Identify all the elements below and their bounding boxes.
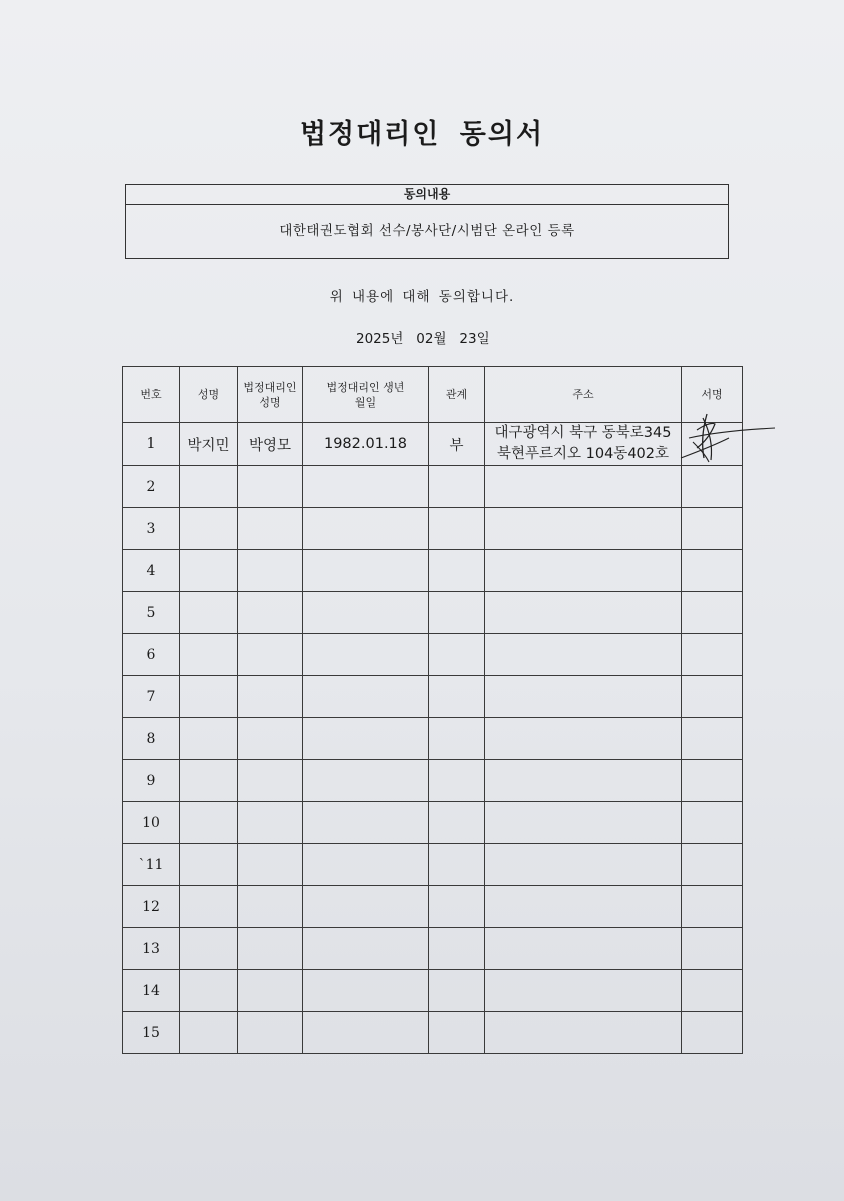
empty-cell (429, 508, 485, 550)
empty-cell (303, 844, 429, 886)
empty-cell (303, 508, 429, 550)
table-row (123, 508, 743, 550)
empty-cell (682, 970, 743, 1012)
table-row (123, 592, 743, 634)
date-month: 02월 (416, 331, 447, 347)
header-address: 주소 (485, 367, 682, 423)
empty-cell (180, 466, 238, 508)
empty-cell (238, 760, 303, 802)
row-guardian-birth: 1982.01.18 (303, 423, 429, 466)
row-number: 6 (123, 634, 180, 676)
empty-cell (180, 886, 238, 928)
empty-cell (180, 718, 238, 760)
agreement-statement: 위 내용에 대해 동의합니다. (329, 289, 515, 305)
row-relation: 부 (429, 423, 485, 466)
row-number: 13 (123, 928, 180, 970)
table-row (123, 760, 743, 802)
empty-cell (682, 634, 743, 676)
empty-cell (238, 886, 303, 928)
table-row (123, 844, 743, 886)
empty-cell (180, 676, 238, 718)
row-number: `11 (123, 844, 180, 886)
empty-cell (180, 508, 238, 550)
empty-cell (303, 802, 429, 844)
header-signature: 서명 (682, 367, 743, 423)
empty-cell (429, 676, 485, 718)
empty-cell (180, 1012, 238, 1054)
row-guardian-name: 박영모 (238, 423, 303, 466)
empty-cell (429, 802, 485, 844)
address-line-2: 북현푸르지오 104동402호 (496, 446, 670, 462)
empty-cell (429, 928, 485, 970)
empty-cell (303, 634, 429, 676)
empty-cell (303, 592, 429, 634)
table-row (123, 676, 743, 718)
empty-cell (180, 802, 238, 844)
header-number: 번호 (123, 367, 180, 423)
empty-cell (485, 466, 682, 508)
row-number: 10 (123, 802, 180, 844)
empty-cell (682, 550, 743, 592)
table-row (123, 634, 743, 676)
empty-cell (303, 886, 429, 928)
empty-cell (485, 508, 682, 550)
empty-cell (429, 634, 485, 676)
empty-cell (238, 718, 303, 760)
empty-cell (303, 970, 429, 1012)
consent-heading: 동의내용 (126, 185, 728, 205)
empty-cell (238, 802, 303, 844)
row-name: 박지민 (180, 423, 238, 466)
empty-cell (682, 760, 743, 802)
empty-cell (485, 886, 682, 928)
document-title: 법정대리인 동의서 (299, 119, 545, 150)
empty-cell (682, 676, 743, 718)
empty-cell (238, 970, 303, 1012)
empty-cell (180, 550, 238, 592)
table-row (123, 466, 743, 508)
empty-cell (180, 970, 238, 1012)
row-number: 3 (123, 508, 180, 550)
empty-cell (485, 1012, 682, 1054)
row-number: 12 (123, 886, 180, 928)
row-address (485, 423, 682, 466)
empty-cell (485, 802, 682, 844)
header-guardian-birth: 법정대리인 생년월일 (303, 367, 429, 423)
empty-cell (682, 718, 743, 760)
empty-cell (429, 718, 485, 760)
table-row (123, 928, 743, 970)
table-row (123, 970, 743, 1012)
empty-cell (180, 592, 238, 634)
empty-cell (682, 928, 743, 970)
empty-cell (429, 1012, 485, 1054)
empty-cell (303, 928, 429, 970)
empty-cell (303, 676, 429, 718)
empty-cell (485, 970, 682, 1012)
empty-cell (429, 466, 485, 508)
row-number: 14 (123, 970, 180, 1012)
table-row (123, 423, 743, 466)
empty-cell (485, 844, 682, 886)
empty-cell (485, 550, 682, 592)
empty-cell (238, 592, 303, 634)
date-day: 23일 (459, 331, 490, 347)
empty-cell (682, 508, 743, 550)
date-year: 2025년 (356, 331, 404, 347)
consent-content-box (125, 184, 729, 259)
row-number: 7 (123, 676, 180, 718)
empty-cell (180, 844, 238, 886)
document-date (356, 327, 490, 347)
empty-cell (238, 634, 303, 676)
table-header-row (123, 367, 743, 423)
address-line-1: 대구광역시 북구 동북로345 (494, 425, 672, 441)
empty-cell (303, 718, 429, 760)
empty-cell (485, 676, 682, 718)
empty-cell (485, 760, 682, 802)
empty-cell (303, 550, 429, 592)
empty-cell (682, 844, 743, 886)
table-row (123, 550, 743, 592)
empty-cell (303, 760, 429, 802)
empty-cell (238, 508, 303, 550)
table-row (123, 886, 743, 928)
empty-cell (238, 550, 303, 592)
header-guardian-name: 법정대리인 성명 (238, 367, 303, 423)
row-signature-cell (682, 423, 743, 466)
empty-cell (180, 928, 238, 970)
empty-cell (485, 928, 682, 970)
empty-cell (238, 1012, 303, 1054)
empty-cell (485, 592, 682, 634)
row-number: 4 (123, 550, 180, 592)
table-row (123, 1012, 743, 1054)
empty-cell (238, 676, 303, 718)
empty-cell (180, 634, 238, 676)
empty-cell (485, 718, 682, 760)
empty-cell (429, 550, 485, 592)
header-relation: 관계 (429, 367, 485, 423)
empty-cell (682, 802, 743, 844)
table-row (123, 802, 743, 844)
table-row (123, 718, 743, 760)
empty-cell (303, 1012, 429, 1054)
empty-cell (682, 886, 743, 928)
consent-body: 대한태권도협회 선수/봉사단/시범단 온라인 등록 (279, 223, 575, 239)
empty-cell (429, 844, 485, 886)
empty-cell (485, 634, 682, 676)
empty-cell (238, 928, 303, 970)
row-number: 15 (123, 1012, 180, 1054)
empty-cell (682, 466, 743, 508)
empty-cell (429, 592, 485, 634)
empty-cell (682, 1012, 743, 1054)
empty-cell (429, 886, 485, 928)
row-number: 8 (123, 718, 180, 760)
empty-cell (303, 466, 429, 508)
empty-cell (180, 760, 238, 802)
row-number: 5 (123, 592, 180, 634)
empty-cell (429, 970, 485, 1012)
empty-cell (238, 844, 303, 886)
row-number: 9 (123, 760, 180, 802)
row-number: 1 (123, 423, 180, 466)
empty-cell (682, 592, 743, 634)
guardian-roster-table (122, 366, 743, 1054)
empty-cell (429, 760, 485, 802)
empty-cell (238, 466, 303, 508)
row-number: 2 (123, 466, 180, 508)
header-name: 성명 (180, 367, 238, 423)
